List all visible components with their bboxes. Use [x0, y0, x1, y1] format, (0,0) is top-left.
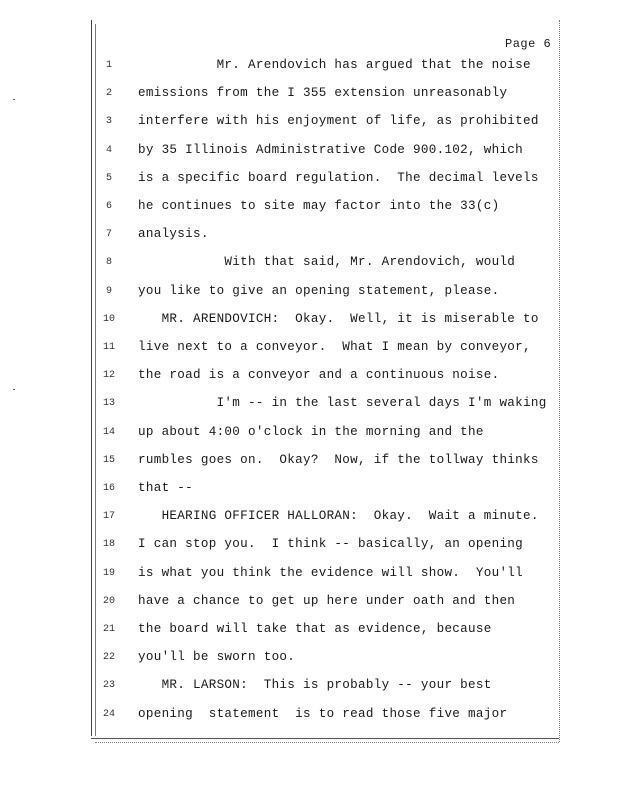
bottom-rule [91, 738, 559, 739]
line-number: 5 [105, 172, 112, 184]
line-number: 11 [102, 342, 115, 353]
line-text: rumbles goes on. Okay? Now, if the tollway thinks [138, 452, 539, 467]
line-number: 3 [105, 116, 112, 128]
line-number: 20 [102, 595, 115, 607]
line-number: 10 [102, 313, 115, 325]
line-number: 4 [105, 144, 112, 156]
line-number: 15 [102, 454, 115, 466]
line-text: interfere with his enjoyment of life, as prohibited [138, 114, 539, 129]
line-text: MR. LARSON: This is probably -- your best [138, 678, 492, 693]
line-number: 21 [102, 624, 115, 635]
line-number: 17 [102, 511, 115, 523]
line-text: live next to a conveyor. What I mean by conveyor, [138, 340, 531, 354]
line-number: 19 [102, 567, 115, 579]
line-text: the road is a conveyor and a continuous noise. [138, 368, 500, 383]
line-text: Mr. Arendovich has argued that the noise [138, 58, 531, 72]
page-number: Page 6 [505, 37, 552, 51]
line-number: 14 [102, 426, 115, 438]
scan-speck [13, 389, 15, 390]
scan-speck [13, 99, 15, 100]
line-number: 24 [102, 708, 115, 720]
line-text: I can stop you. I think -- basically, an opening [138, 537, 524, 552]
line-text: opening statement is to read those five major [138, 706, 508, 721]
left-margin-rule [91, 20, 92, 736]
line-text: by 35 Illinois Administrative Code 900.102, which [138, 142, 524, 157]
line-text: is a specific board regulation. The decimal levels [138, 170, 539, 185]
bottom-rule-inner [95, 742, 559, 743]
line-number: 7 [105, 229, 112, 241]
line-number: 18 [102, 539, 115, 551]
line-text: the board will take that as evidence, because [138, 622, 492, 636]
line-text: he continues to site may factor into the 33(c) [138, 199, 500, 213]
line-text: analysis. [138, 227, 209, 242]
line-number: 8 [105, 257, 112, 269]
line-number: 9 [105, 285, 112, 297]
line-text: HEARING OFFICER HALLORAN: Okay. Wait a minute. [138, 509, 539, 524]
line-text: you'll be sworn too. [138, 650, 296, 665]
line-text: emissions from the I 355 extension unreasonably [138, 86, 508, 101]
line-number: 16 [102, 483, 115, 494]
line-text: MR. ARENDOVICH: Okay. Well, it is miserable to [138, 311, 539, 326]
line-number: 2 [105, 88, 112, 100]
line-text: you like to give an opening statement, please. [138, 283, 500, 298]
line-number: 12 [102, 370, 115, 382]
line-text: I'm -- in the last several days I'm waking [138, 396, 547, 411]
line-text: that -- [138, 481, 194, 495]
line-text: up about 4:00 o'clock in the morning and the [138, 424, 484, 439]
right-margin-rule [559, 20, 560, 742]
line-number: 23 [102, 680, 115, 692]
line-text: have a chance to get up here under oath and then [138, 593, 516, 608]
line-text: is what you think the evidence will show. You'll [138, 565, 524, 580]
line-number: 6 [105, 201, 112, 212]
line-number: 1 [105, 60, 112, 71]
line-number: 22 [102, 652, 115, 664]
line-number: 13 [102, 398, 115, 410]
line-text: With that said, Mr. Arendovich, would [138, 255, 516, 270]
